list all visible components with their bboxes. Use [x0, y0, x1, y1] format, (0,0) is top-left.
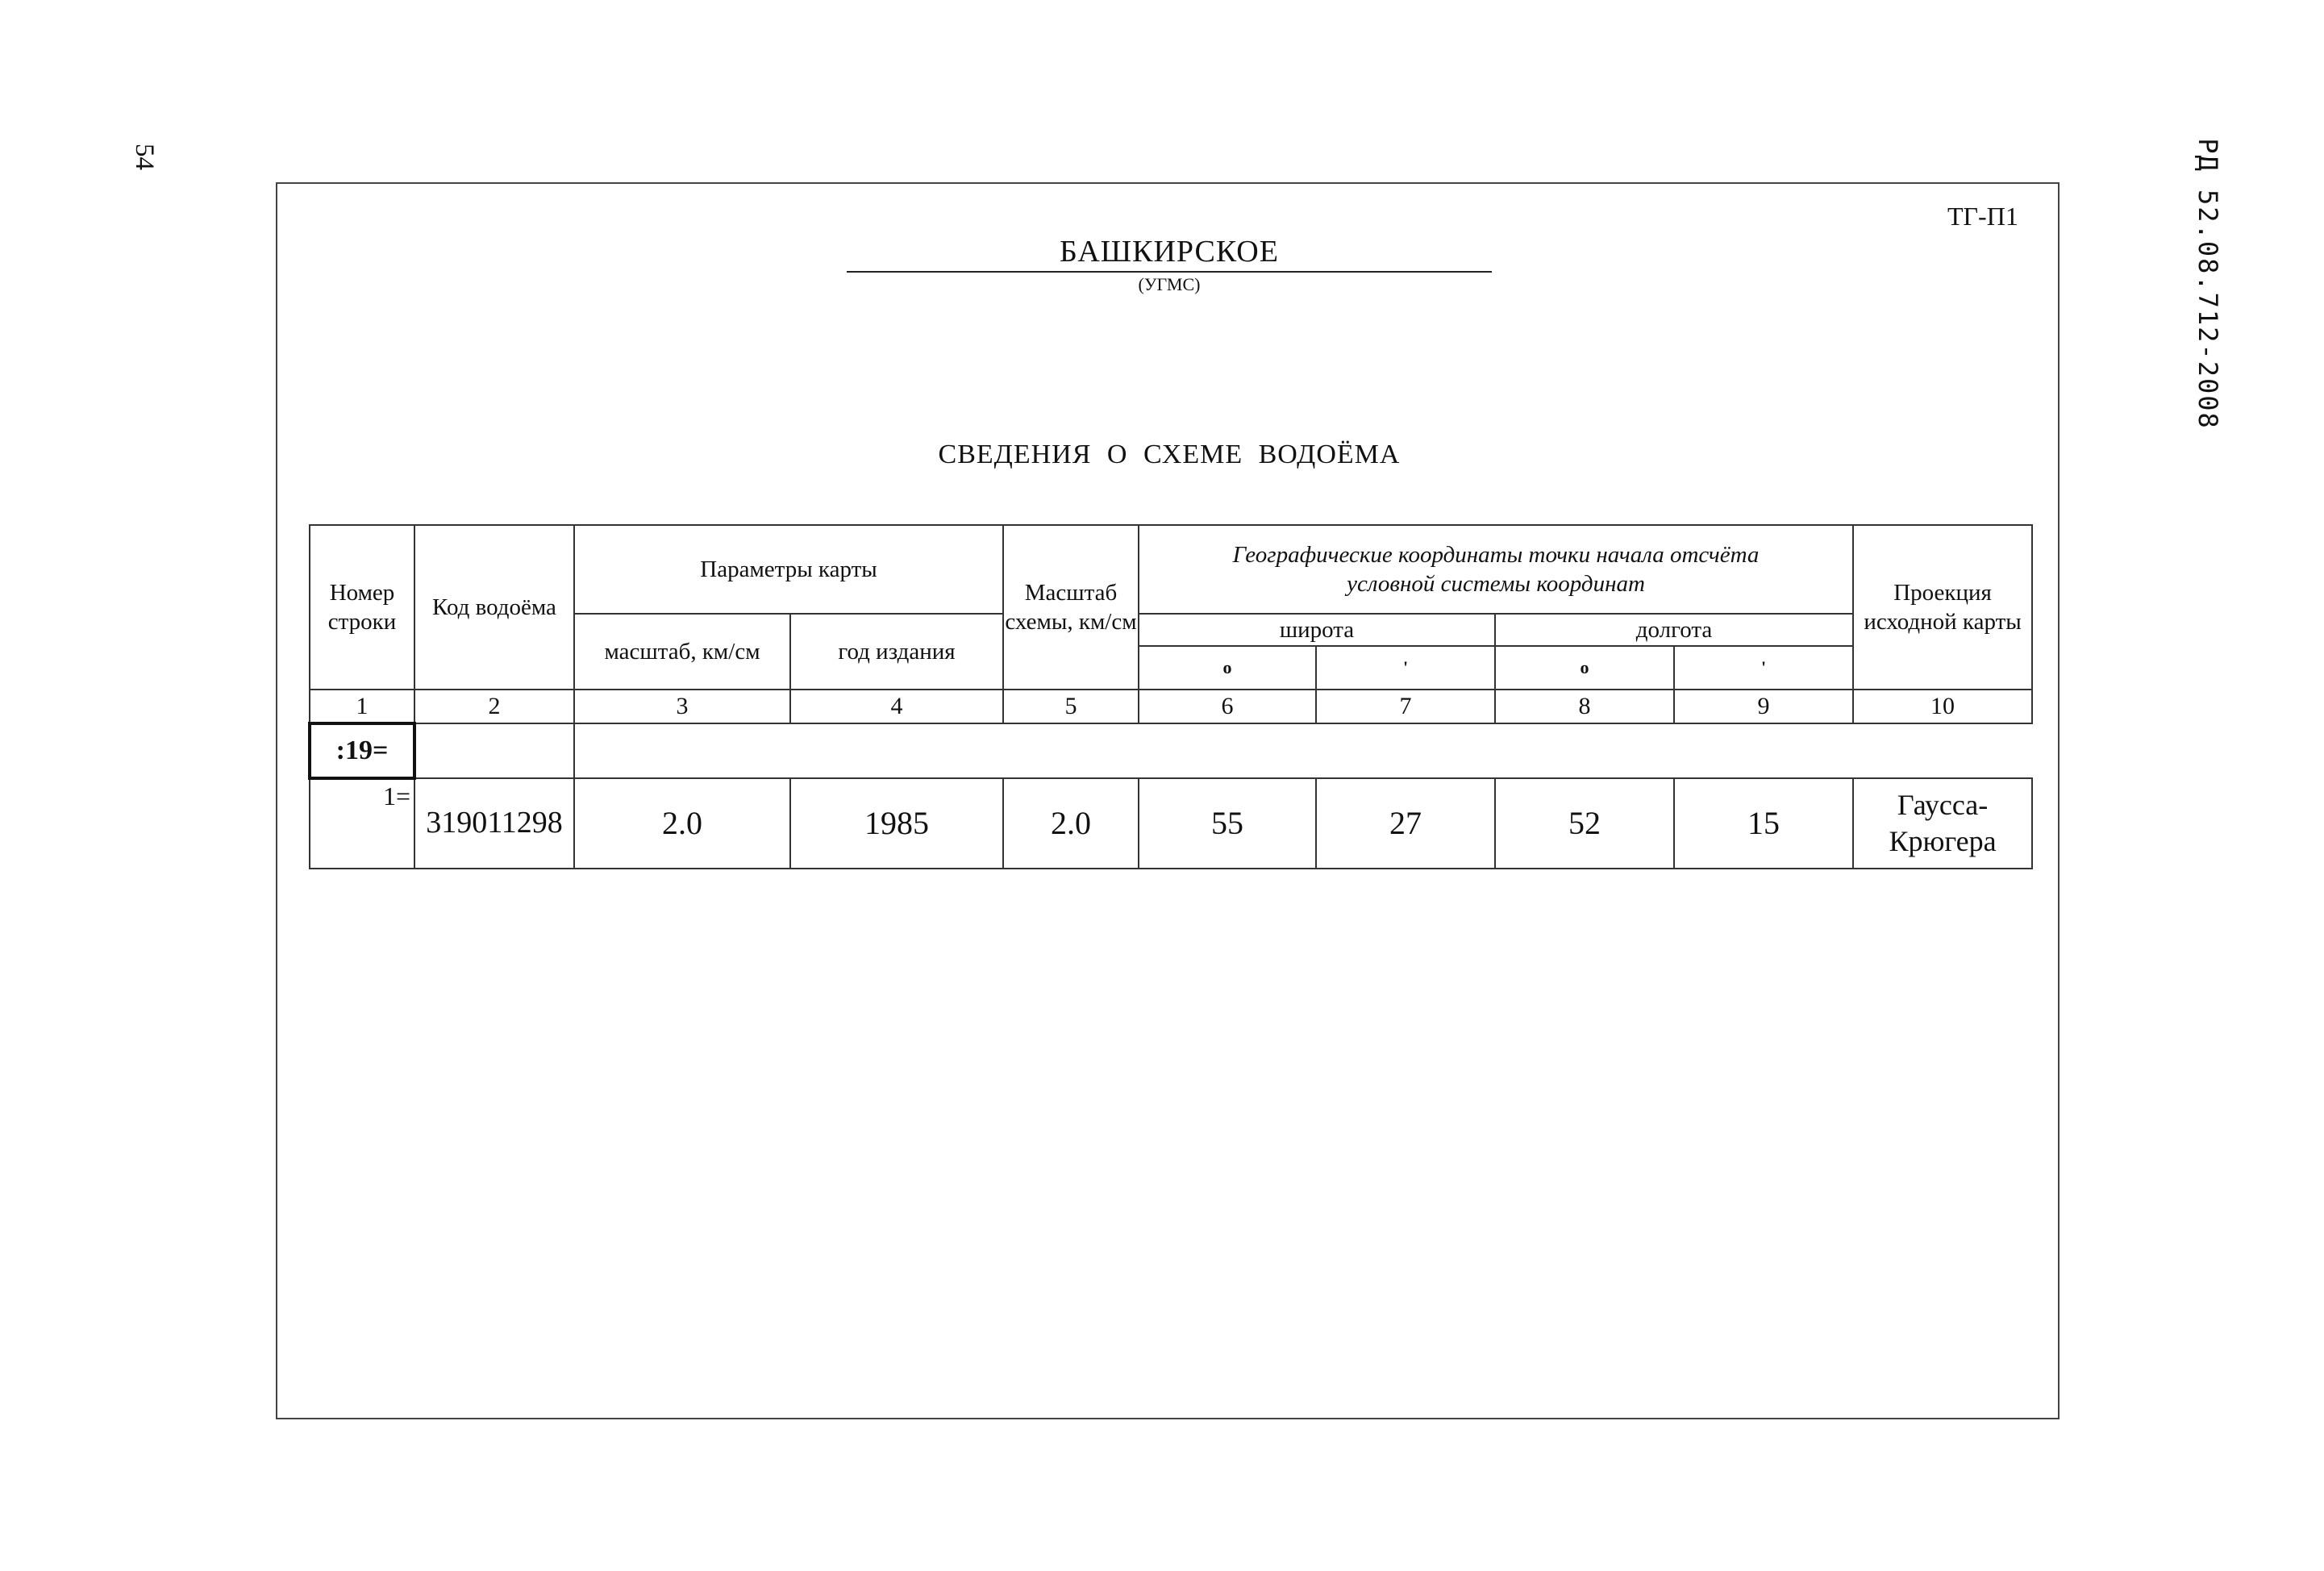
column-number: 7: [1316, 690, 1495, 723]
header-code: Код водоёма: [414, 525, 574, 690]
document-title: СВЕДЕНИЯ О СХЕМЕ ВОДОЁМА: [938, 440, 1401, 469]
cell-map-scale: 2.0: [574, 778, 790, 869]
header-scheme-scale: Масштаб схемы, км/см: [1003, 525, 1139, 690]
header-projection: Проекция исходной карты: [1853, 525, 2032, 690]
row-id: 1=: [310, 778, 414, 869]
column-number: 6: [1139, 690, 1316, 723]
header-latitude: широта: [1139, 614, 1495, 646]
column-number: 9: [1674, 690, 1853, 723]
column-number: 2: [414, 690, 574, 723]
group-spacer: [574, 723, 2032, 778]
header-longitude: долгота: [1495, 614, 1853, 646]
organization-subtitle: (УГМС): [1138, 274, 1201, 294]
cell-lon-minutes: 15: [1674, 778, 1853, 869]
group-label: :19=: [310, 723, 414, 778]
column-number: 8: [1495, 690, 1674, 723]
cell-code: 319011298: [414, 778, 574, 869]
header-lat-degrees: о: [1139, 646, 1316, 690]
column-number: 5: [1003, 690, 1139, 723]
cell-lon-degrees: 52: [1495, 778, 1674, 869]
cell-scheme-scale: 2.0: [1003, 778, 1139, 869]
document-code: РД 52.08.712-2008: [2193, 138, 2223, 430]
column-number: 3: [574, 690, 790, 723]
header-row-number: Номер строки: [310, 525, 414, 690]
header-lat-minutes: ': [1316, 646, 1495, 690]
page-number: 54: [130, 144, 159, 170]
scheme-table: [308, 524, 2033, 869]
header-lon-degrees: о: [1495, 646, 1674, 690]
cell-lat-degrees: 55: [1139, 778, 1316, 869]
organization-name: БАШКИРСКОЕ: [847, 234, 1492, 273]
header-geo-coords: Географические координаты точки начала отсчёта условной системы координат: [1139, 525, 1853, 614]
form-code: ТГ-П1: [1947, 202, 2018, 231]
cell-projection: Гаусса-Крюгера: [1853, 778, 2032, 869]
group-empty-cell: [414, 723, 574, 778]
header-map-scale: масштаб, км/см: [574, 614, 790, 690]
cell-map-year: 1985: [790, 778, 1003, 869]
column-number: 1: [310, 690, 414, 723]
header-map-year: год издания: [790, 614, 1003, 690]
header-lon-minutes: ': [1674, 646, 1853, 690]
table-row: [310, 778, 2032, 869]
cell-lat-minutes: 27: [1316, 778, 1495, 869]
column-number: 4: [790, 690, 1003, 723]
column-number: 10: [1853, 690, 2032, 723]
header-map-params: Параметры карты: [574, 525, 1003, 614]
